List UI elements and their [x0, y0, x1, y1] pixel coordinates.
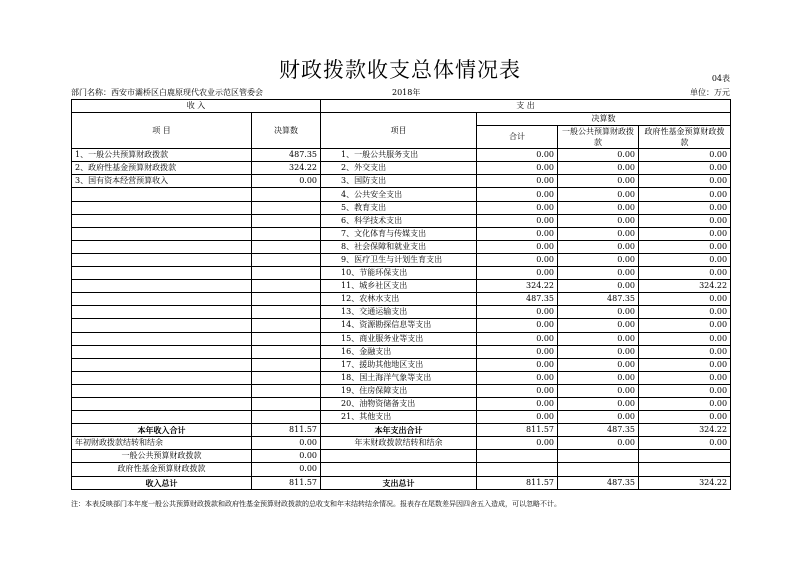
expense-fund-cell: 0.00: [639, 332, 731, 345]
expense-general-cell: 0.00: [558, 149, 639, 162]
income-amount-header: 决算数: [252, 113, 321, 149]
income-value-cell: [252, 345, 321, 358]
income-value-cell: [252, 306, 321, 319]
expense-general-cell: 0.00: [558, 267, 639, 280]
table-row: [72, 149, 731, 162]
expense-total-cell: 487.35: [477, 293, 558, 306]
expense-fund-cell: 0.00: [639, 371, 731, 384]
income-value-cell: [252, 280, 321, 293]
summary-carry-over: [72, 437, 731, 450]
expense-item-cell: 9、医疗卫生与计划生育支出: [321, 253, 477, 266]
department-name: 部门名称：西安市灞桥区白鹿原现代农业示范区管委会: [71, 88, 263, 97]
expense-sum-value: 811.57: [477, 476, 558, 489]
expense-fund-cell: 0.00: [639, 175, 731, 188]
expense-item-cell: 5、教育支出: [321, 201, 477, 214]
income-value-cell: [252, 253, 321, 266]
income-sum-value: 811.57: [252, 476, 321, 489]
expense-general-cell: 487.35: [558, 293, 639, 306]
expense-general-cell: 0.00: [558, 319, 639, 332]
income-item-cell: [72, 411, 252, 424]
income-item-cell: [72, 319, 252, 332]
expense-total-cell: 0.00: [477, 214, 558, 227]
expense-item-cell: 19、住房保障支出: [321, 384, 477, 397]
expense-general-cell: 0.00: [558, 345, 639, 358]
empty-cell: [321, 450, 477, 463]
expense-general-cell: 0.00: [558, 188, 639, 201]
income-value-cell: [252, 384, 321, 397]
expense-final-header: 决算数: [477, 113, 731, 126]
expense-general-cell: 0.00: [558, 253, 639, 266]
expense-fund-cell: 0.00: [639, 214, 731, 227]
expense-item-cell: 14、资源勘探信息等支出: [321, 319, 477, 332]
expense-fund-cell: 0.00: [639, 188, 731, 201]
table-row: [72, 306, 731, 319]
expense-item-cell: 12、农林水支出: [321, 293, 477, 306]
fund-budget-header: 政府性基金预算财政拨款: [639, 126, 731, 149]
income-value-cell: [252, 358, 321, 371]
page-title: 财政拨款收支总体情况表: [279, 58, 521, 82]
expense-general-cell: 0.00: [558, 227, 639, 240]
income-item-cell: [72, 384, 252, 397]
expense-item-cell: 18、国土海洋气象等支出: [321, 371, 477, 384]
expense-general-cell: 0.00: [558, 280, 639, 293]
income-value-cell: [252, 201, 321, 214]
expense-fund-cell: 0.00: [639, 201, 731, 214]
expense-fund-cell: 0.00: [639, 149, 731, 162]
expense-item-cell: 11、城乡社区支出: [321, 280, 477, 293]
table-row: [72, 371, 731, 384]
total-header: 合计: [477, 126, 558, 149]
expense-item-cell: 1、一般公共服务支出: [321, 149, 477, 162]
expense-fund-cell: 0.00: [639, 293, 731, 306]
expense-sum-fund: 324.22: [639, 476, 731, 489]
expense-fund-cell: 0.00: [639, 240, 731, 253]
table-row: [72, 214, 731, 227]
expense-header: 支 出: [321, 100, 731, 113]
expense-total-cell: 0.00: [477, 267, 558, 280]
empty-cell: [558, 450, 639, 463]
expense-total-fund: 324.22: [639, 424, 731, 437]
income-item-cell: 3、国有资本经营预算收入: [72, 175, 252, 188]
expense-item-cell: 8、社会保障和就业支出: [321, 240, 477, 253]
income-item-cell: [72, 358, 252, 371]
expense-total-cell: 0.00: [477, 175, 558, 188]
expense-general-cell: 0.00: [558, 240, 639, 253]
carry-out-total: 0.00: [477, 437, 558, 450]
income-total-label: 本年收入合计: [72, 424, 252, 437]
expense-total-cell: 0.00: [477, 345, 558, 358]
footnote: 注：本表反映部门本年度一般公共预算财政拨款和政府性基金预算财政拨款的总收支和年末结转结余情况。报表存在尾数差异因四舍五入造成，可以忽略不计。: [71, 500, 561, 508]
expense-general-cell: 0.00: [558, 201, 639, 214]
empty-cell: [477, 450, 558, 463]
summary-annual-total: [72, 424, 731, 437]
expense-item-cell: 17、援助其他地区支出: [321, 358, 477, 371]
expense-total-cell: 0.00: [477, 411, 558, 424]
expense-total-cell: 0.00: [477, 319, 558, 332]
income-value-cell: [252, 227, 321, 240]
expense-general-cell: 0.00: [558, 371, 639, 384]
expense-general-cell: 0.00: [558, 214, 639, 227]
expense-item-cell: 6、科学技术支出: [321, 214, 477, 227]
table-row: [72, 175, 731, 188]
table-row: [72, 240, 731, 253]
expense-total-cell: 0.00: [477, 332, 558, 345]
carry-fund-value: 0.00: [252, 463, 321, 476]
table-row: [72, 319, 731, 332]
empty-cell: [477, 463, 558, 476]
income-value-cell: [252, 214, 321, 227]
expense-total-cell: 0.00: [477, 240, 558, 253]
expense-total-cell: 0.00: [477, 371, 558, 384]
income-item-cell: [72, 240, 252, 253]
expense-total-cell: 0.00: [477, 227, 558, 240]
unit-label: 单位：万元: [690, 88, 730, 97]
expense-item-cell: 21、其他支出: [321, 411, 477, 424]
expense-item-cell: 4、公共安全支出: [321, 188, 477, 201]
income-item-cell: [72, 345, 252, 358]
expense-general-cell: 0.00: [558, 175, 639, 188]
income-value-cell: [252, 267, 321, 280]
report-year: 2018年: [392, 88, 421, 97]
income-item-cell: [72, 332, 252, 345]
income-value-cell: [252, 240, 321, 253]
expense-total-cell: 0.00: [477, 253, 558, 266]
income-item-cell: [72, 397, 252, 410]
expense-fund-cell: 0.00: [639, 319, 731, 332]
form-number: 04表: [711, 74, 730, 83]
expense-total-value: 811.57: [477, 424, 558, 437]
expense-fund-cell: 0.00: [639, 397, 731, 410]
income-value-cell: [252, 332, 321, 345]
expense-total-cell: 0.00: [477, 397, 558, 410]
empty-cell: [639, 450, 731, 463]
expense-total-cell: 0.00: [477, 384, 558, 397]
income-value-cell: [252, 371, 321, 384]
income-item-cell: [72, 371, 252, 384]
expense-fund-cell: 0.00: [639, 306, 731, 319]
expense-item-cell: 7、文化体育与传媒支出: [321, 227, 477, 240]
expense-total-cell: 0.00: [477, 306, 558, 319]
income-item-cell: 1、一般公共预算财政拨款: [72, 149, 252, 162]
summary-grand-total: [72, 476, 731, 489]
income-item-cell: [72, 188, 252, 201]
table-row: [72, 358, 731, 371]
carry-out-label: 年末财政拨款结转和结余: [321, 437, 477, 450]
income-item-header: 项 目: [72, 113, 252, 149]
table-row: [72, 201, 731, 214]
expense-general-cell: 0.00: [558, 332, 639, 345]
empty-cell: [321, 463, 477, 476]
carry-in-value: 0.00: [252, 437, 321, 450]
expense-total-cell: 0.00: [477, 149, 558, 162]
carry-out-fund: 0.00: [639, 437, 731, 450]
empty-cell: [639, 463, 731, 476]
income-item-cell: [72, 201, 252, 214]
expense-general-cell: 0.00: [558, 358, 639, 371]
income-item-cell: [72, 227, 252, 240]
income-item-cell: 2、政府性基金预算财政拨款: [72, 162, 252, 175]
income-sum-label: 收入总计: [72, 476, 252, 489]
expense-general-cell: 0.00: [558, 384, 639, 397]
expense-fund-cell: 0.00: [639, 345, 731, 358]
carry-general-value: 0.00: [252, 450, 321, 463]
carry-out-general: 0.00: [558, 437, 639, 450]
income-value-cell: [252, 188, 321, 201]
expense-general-cell: 0.00: [558, 306, 639, 319]
expense-general-cell: 0.00: [558, 397, 639, 410]
income-item-cell: [72, 214, 252, 227]
expense-fund-cell: 0.00: [639, 267, 731, 280]
table-row: [72, 332, 731, 345]
carry-fund-label: 政府性基金预算财政拨款: [72, 463, 252, 476]
expense-fund-cell: 0.00: [639, 358, 731, 371]
expense-item-cell: 3、国防支出: [321, 175, 477, 188]
carry-in-label: 年初财政拨款结转和结余: [72, 437, 252, 450]
expense-sum-label: 支出总计: [321, 476, 477, 489]
income-item-cell: [72, 280, 252, 293]
expense-total-general: 487.35: [558, 424, 639, 437]
income-value-cell: [252, 411, 321, 424]
table-row: [72, 384, 731, 397]
income-value-cell: 0.00: [252, 175, 321, 188]
summary-carry-general: [72, 450, 731, 463]
income-header: 收 入: [72, 100, 321, 113]
income-value-cell: 324.22: [252, 162, 321, 175]
expense-item-cell: 15、商业服务业等支出: [321, 332, 477, 345]
expense-fund-cell: 0.00: [639, 253, 731, 266]
empty-cell: [558, 463, 639, 476]
table-row: [72, 280, 731, 293]
income-item-cell: [72, 267, 252, 280]
expense-fund-cell: 324.22: [639, 280, 731, 293]
income-value-cell: 487.35: [252, 149, 321, 162]
expense-total-cell: 0.00: [477, 201, 558, 214]
income-item-cell: [72, 253, 252, 266]
expense-total-label: 本年支出合计: [321, 424, 477, 437]
table-row: [72, 188, 731, 201]
table-row: [72, 345, 731, 358]
expense-sum-general: 487.35: [558, 476, 639, 489]
summary-carry-fund: [72, 463, 731, 476]
income-value-cell: [252, 397, 321, 410]
table-row: [72, 227, 731, 240]
table-row: [72, 253, 731, 266]
expense-item-header: 项目: [321, 113, 477, 149]
expense-item-cell: 10、节能环保支出: [321, 267, 477, 280]
table-row: [72, 411, 731, 424]
expense-general-cell: 0.00: [558, 162, 639, 175]
income-value-cell: [252, 319, 321, 332]
finance-table: [71, 99, 731, 490]
income-item-cell: [72, 293, 252, 306]
carry-general-label: 一般公共预算财政拨款: [72, 450, 252, 463]
table-row: [72, 397, 731, 410]
income-total-value: 811.57: [252, 424, 321, 437]
expense-general-cell: 0.00: [558, 411, 639, 424]
header-row-2: [72, 113, 731, 126]
header-row-1: [72, 100, 731, 113]
expense-fund-cell: 0.00: [639, 384, 731, 397]
income-item-cell: [72, 306, 252, 319]
expense-item-cell: 16、金融支出: [321, 345, 477, 358]
expense-fund-cell: 0.00: [639, 411, 731, 424]
table-row: [72, 267, 731, 280]
expense-total-cell: 0.00: [477, 188, 558, 201]
expense-item-cell: 13、交通运输支出: [321, 306, 477, 319]
expense-total-cell: 0.00: [477, 162, 558, 175]
expense-total-cell: 324.22: [477, 280, 558, 293]
income-value-cell: [252, 293, 321, 306]
expense-item-cell: 20、油物资储备支出: [321, 397, 477, 410]
general-budget-header: 一般公共预算财政拨款: [558, 126, 639, 149]
table-row: [72, 162, 731, 175]
expense-item-cell: 2、外交支出: [321, 162, 477, 175]
expense-total-cell: 0.00: [477, 358, 558, 371]
expense-fund-cell: 0.00: [639, 227, 731, 240]
expense-fund-cell: 0.00: [639, 162, 731, 175]
table-row: [72, 293, 731, 306]
